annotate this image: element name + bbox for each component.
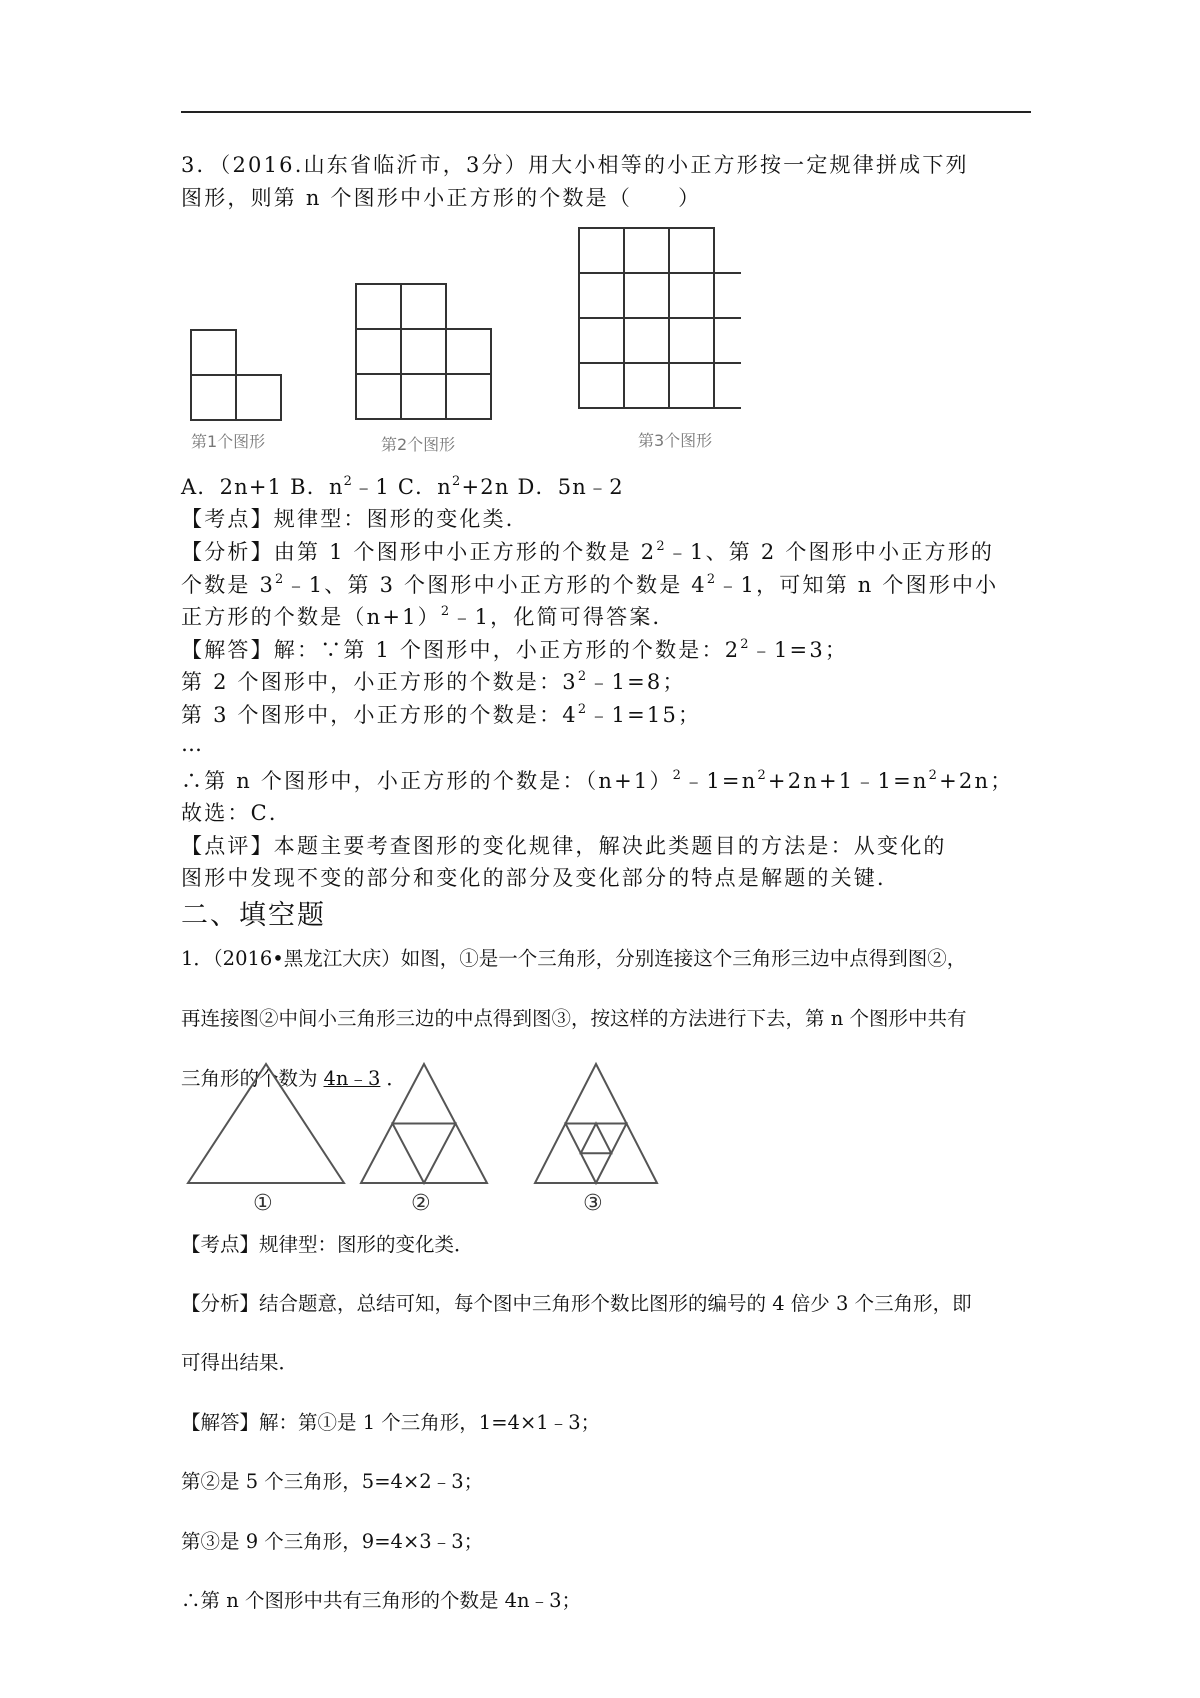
q1-stem-line1: 1．（2016•黑龙江大庆）如图，①是一个三角形，分别连接这个三角形三边中点得到图②， (181, 947, 967, 970)
q1-fenxi-line1: 【分析】结合题意，总结可知，每个图中三角形个数比图形的编号的 4 倍少 3 个三角形，即 (181, 1292, 972, 1315)
q3-stem-line2: 图形，则第 n 个图形中小正方形的个数是（ ） (181, 186, 702, 210)
q3-jieda-line1: 【解答】解：∵第 1 个图形中，小正方形的个数是：$2^2﹣1=3$； (181, 637, 849, 662)
q1-figures (181, 1052, 661, 1212)
figure-3 (579, 228, 741, 408)
q3-jieda-line6: 故选：C． (181, 801, 293, 825)
triangle-figure-3 (535, 1064, 657, 1183)
q1-jieda-line1: 【解答】解：第①是 1 个三角形，1=4×1﹣3； (181, 1411, 601, 1434)
figure-1-square (191, 375, 236, 420)
figure-2 (356, 284, 491, 419)
q3-figures (181, 220, 741, 460)
q3-fenxi-line3: 正方形的个数是$(n+1)^2﹣1$，化简可得答案． (181, 604, 676, 629)
q1-jieda-line4: ∴第 n 个图形中共有三角形的个数是 4n﹣3； (181, 1589, 582, 1612)
figure-3-label: 第3个图形 (638, 431, 713, 450)
figure-2-label: 第2个图形 (381, 435, 456, 454)
triangle-figure-2 (361, 1064, 487, 1183)
triangle-figure-1 (188, 1064, 344, 1183)
q1-jieda-line2: 第②是 5 个三角形，5=4×2﹣3； (181, 1470, 484, 1493)
q3-fenxi-line1: 【分析】由第 1 个图形中小正方形的个数是 $2^2﹣1$、第 2 个图形中小正方形的 (181, 539, 995, 564)
header-rule (181, 111, 1031, 113)
option-b: B．$n^2﹣1$ (290, 474, 390, 499)
q1-stem-line2: 再连接图②中间小三角形三边的中点得到图③，按这样的方法进行下去，第 n 个图形中共有 (181, 1007, 967, 1030)
q3-jieda-line3: 第 3 个图形中，小正方形的个数是：$4^2﹣1=15$； (181, 702, 702, 727)
q1-fenxi-line2: 可得出结果． (181, 1351, 299, 1374)
q3-kaodian: 【考点】规律型：图形的变化类． (181, 507, 529, 531)
figure-1-square (191, 330, 236, 375)
option-d: D．5n﹣2 (517, 475, 624, 499)
q3-jieda-line2: 第 2 个图形中，小正方形的个数是：$3^2﹣1=8$； (181, 669, 686, 694)
q3-stem-line1: 3．（2016.山东省临沂市，3分）用大小相等的小正方形按一定规律拼成下列 (181, 153, 969, 177)
q3-fenxi-line2: 个数是 $3^2﹣1$、第 3 个图形中小正方形的个数是 $4^2﹣1$，可知第 n 个图形中小 (181, 572, 999, 597)
q1-stem-line3: 三角形的个数为 4n﹣3 ． (181, 1063, 406, 1091)
q1-jieda-line3: 第③是 9 个三角形，9=4×3﹣3； (181, 1530, 484, 1553)
q3-jieda-line4: … (181, 732, 205, 756)
figure-1 (191, 330, 281, 420)
q1-kaodian: 【考点】规律型：图形的变化类． (181, 1233, 474, 1256)
q3-dianping-line1: 【点评】本题主要考查图形的变化规律，解决此类题目的方法是：从变化的 (181, 834, 947, 858)
q3-jieda-line5: ∴第 n 个图形中，小正方形的个数是：$(n+1)^2﹣1=n^2+2n+1﹣1=n^2+2n$； (181, 768, 1014, 793)
figure-1-label: 第1个图形 (191, 432, 266, 451)
figure-1-square (236, 375, 281, 420)
triangle-figure-1-label: ① (253, 1191, 273, 1212)
section-title: 二、填空题 (181, 900, 326, 931)
triangle-figure-3-label: ③ (583, 1191, 603, 1212)
option-a: A．2n+1 (181, 475, 283, 499)
q3-options (181, 471, 624, 501)
triangle-figure-2-label: ② (411, 1191, 431, 1212)
q3-dianping-line2: 图形中发现不变的部分和变化的部分及变化部分的特点是解题的关键． (181, 866, 901, 890)
answer-blank: 4n﹣3 (323, 1067, 381, 1090)
option-c: C．$n^2+2n$ (397, 474, 510, 499)
